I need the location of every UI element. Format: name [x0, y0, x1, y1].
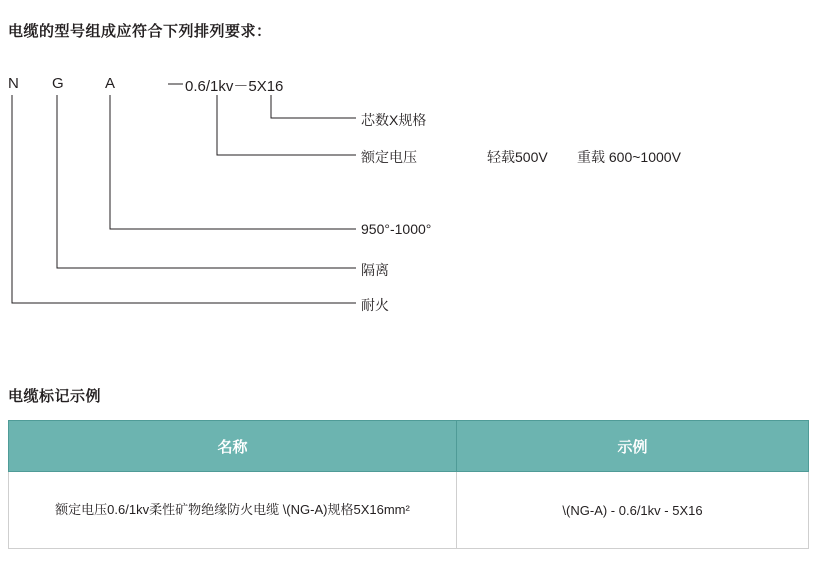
section-title-cable-marking: 电缆标记示例: [8, 388, 102, 405]
cell-example: \(NG-A) - 0.6/1kv - 5X16: [457, 472, 809, 549]
column-header-example: 示例: [457, 421, 809, 472]
label-rated-voltage: 额定电压: [361, 149, 417, 165]
page-title: 电缆的型号组成应符合下列排列要求：: [8, 23, 272, 40]
cell-name: [9, 472, 457, 549]
code-letter-g: G: [52, 75, 64, 92]
label-temperature-range: 950°-1000°: [361, 221, 432, 237]
label-core-count-spec: 芯数X规格: [361, 112, 427, 128]
cable-marking-table: [8, 420, 809, 549]
code-dash: —: [168, 75, 183, 92]
label-heavy-load: 重载 600~1000V: [577, 149, 681, 165]
code-letter-a: A: [105, 75, 116, 92]
label-light-load: 轻载500V: [487, 149, 548, 165]
code-voltage-spec: 0.6/1kv－5X16: [185, 78, 284, 95]
label-fire-resistant: 耐火: [361, 297, 389, 313]
table-header-row: [9, 421, 809, 472]
label-isolation: 隔离: [361, 262, 389, 278]
table-row: [9, 472, 809, 549]
cell-name-text: 额定电压0.6/1kv柔性矿物绝缘防火电缆 \(NG-A)规格5X16mm²: [55, 502, 410, 518]
column-header-name: 名称: [9, 421, 457, 472]
code-letter-n: N: [8, 75, 19, 92]
